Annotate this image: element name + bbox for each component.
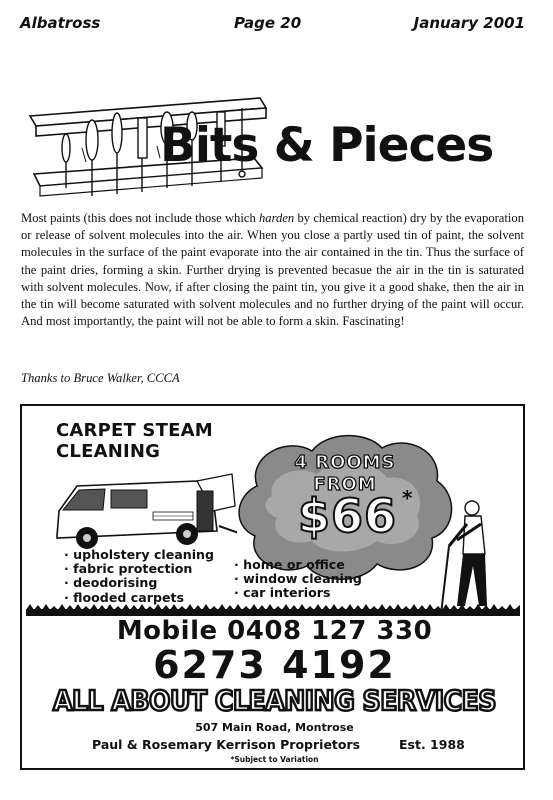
grass-divider — [26, 604, 520, 616]
offer-price: $66 — [297, 489, 398, 543]
price-footnote: *Subject to Variation — [230, 755, 319, 764]
page-header — [20, 14, 525, 38]
offer-line1: 4 ROOMS — [294, 452, 396, 473]
service-item: · flooded carpets — [64, 591, 214, 605]
page-number: Page 20 — [234, 14, 302, 32]
offer-line2: FROM — [313, 474, 377, 495]
service-item: · window cleaning — [234, 572, 362, 586]
company-address: 507 Main Road, Montrose — [195, 721, 354, 734]
article-emphasis: harden — [259, 211, 295, 225]
proprietors: Paul & Rosemary Kerrison Proprietors — [92, 737, 361, 752]
company-name: ALL ABOUT CLEANING SERVICES — [52, 684, 497, 717]
article-text-end: by chemical reaction) dry by the evaporation or release of solvent molecules into the air. When you close a partly used tin of paint, the solvent molecules in the surface of the paint evaporate into the air contained in the tin. Thus the surface of the paint dries, forming a skin. Further drying is prevented becasue the air in the tin is saturated with solvent molecules. Now, if after closing the paint tin, you give it a good shake, then the air in the tin will become saturated with solvent molecules and no further drying of the paint will occur. And most importantly, the paint will not be able to form a skin. Fascinating! — [21, 211, 524, 329]
service-item: · upholstery cleaning — [64, 548, 214, 562]
mobile-number: Mobile 0408 127 330 — [116, 616, 433, 646]
service-item: · car interiors — [234, 586, 362, 600]
ad-title — [56, 420, 213, 462]
issue-date: January 2001 — [413, 14, 525, 32]
ad-title-line2: CLEANING — [56, 441, 161, 462]
established-year: Est. 1988 — [399, 737, 465, 752]
publication-name: Albatross — [20, 14, 101, 32]
man-cleaning-icon — [437, 496, 512, 621]
article-title: Bits & Pieces — [160, 118, 494, 173]
service-item: · deodorising — [64, 576, 214, 590]
article-credit: Thanks to Bruce Walker, CCCA — [21, 371, 180, 385]
article-text-start: Most paints (this does not include those which — [21, 211, 259, 225]
phone-number: 6273 4192 — [153, 643, 396, 687]
services-list-right — [234, 558, 362, 601]
cleaning-advertisement — [20, 404, 525, 770]
ad-title-line1: CARPET STEAM — [56, 420, 213, 441]
service-item: · fabric protection — [64, 562, 214, 576]
article-body — [21, 210, 524, 330]
services-list-left — [64, 548, 214, 605]
service-item: · home or office — [234, 558, 362, 572]
price-asterisk: * — [402, 486, 413, 510]
